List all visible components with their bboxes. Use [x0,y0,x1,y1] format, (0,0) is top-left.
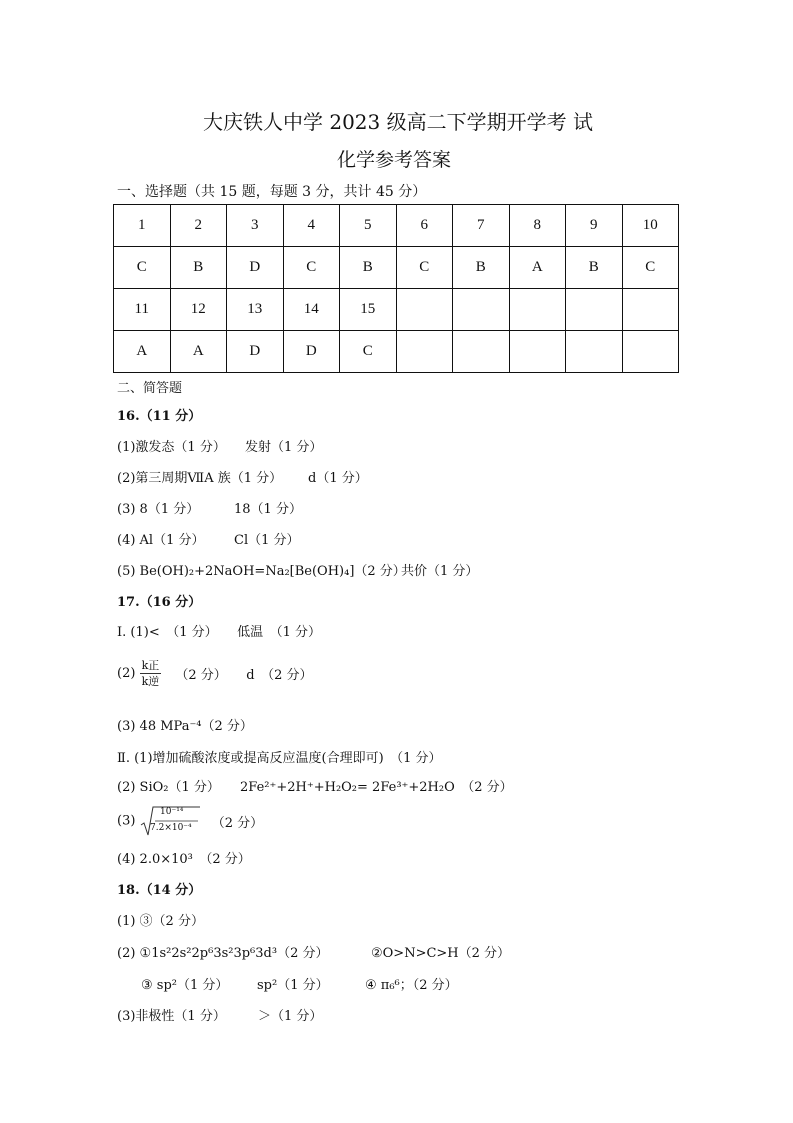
table-cell: A [170,331,227,373]
q17-ii2b: 2Fe²⁺+2H⁺+H₂O₂= 2Fe³⁺+2H₂O （2 分） [240,780,513,795]
table-cell: C [396,247,453,289]
table-cell: C [283,247,340,289]
q16-line2b: d（1 分） [308,471,368,486]
table-cell: C [114,247,171,289]
q17-ii3-score: （2 分） [211,815,264,831]
q16-line4b: Cl（1 分） [234,533,300,548]
q18-heading: 18.（14 分） [117,883,202,898]
table-cell: 3 [227,205,284,247]
q16-line5a: (5) Be(OH)₂+2NaOH=Na₂[Be(OH)₄]（2 分） [117,564,406,579]
q18-line3b: sp²（1 分） [257,978,329,993]
table-cell [453,331,510,373]
q16-line3a: (3) 8（1 分） [117,502,200,517]
table-cell: 13 [227,289,284,331]
q16-line1a: (1)激发态（1 分） [117,440,226,455]
q16-heading: 16.（11 分） [117,409,202,424]
table-cell [566,331,623,373]
q16-line5b: 共价（1 分） [401,564,479,579]
q18-line4a: (3)非极性（1 分） [117,1009,226,1024]
q17-i2 [117,660,313,687]
fraction-denominator: k逆 [141,675,160,688]
table-cell: 8 [509,205,566,247]
table-cell: B [340,247,397,289]
table-cell: 12 [170,289,227,331]
table-cell: D [283,331,340,373]
table-cell [622,331,679,373]
page-title: 大庆铁人中学 2023 级高二下学期开学考 试 [203,110,593,134]
table-cell: 9 [566,205,623,247]
q17-ii1: Ⅱ. (1)增加硫酸浓度或提高反应温度(合理即可) （1 分） [117,751,442,766]
table-cell: B [566,247,623,289]
table-row [114,331,679,373]
table-cell: 10 [622,205,679,247]
table-cell: 1 [114,205,171,247]
q16-line2a: (2)第三周期ⅦA 族（1 分） [117,471,283,486]
section-1-heading: 一、选择题（共 15 题，每题 3 分，共计 45 分） [117,184,427,200]
table-row [114,289,679,331]
table-cell: 6 [396,205,453,247]
table-cell: A [114,331,171,373]
table-cell [509,289,566,331]
q17-i2-label: (2) [117,666,136,681]
table-row [114,247,679,289]
table-cell: 11 [114,289,171,331]
table-cell: B [453,247,510,289]
q18-line4b: ＞（1 分） [258,1009,323,1024]
rate-constant-fraction [140,660,162,687]
table-cell [453,289,510,331]
q17-i2-score: （2 分） d （2 分） [175,668,313,683]
table-cell [396,289,453,331]
q17-ii2a: (2) SiO₂（1 分） [117,780,220,795]
table-cell [396,331,453,373]
table-cell: C [622,247,679,289]
q18-line3a: ③ sp²（1 分） [141,978,229,993]
q16-line3b: 18（1 分） [234,502,302,517]
q18-line2b: ②O>N>C>H（2 分） [371,946,511,961]
section-2-heading: 二、简答题 [117,381,183,396]
table-cell: 5 [340,205,397,247]
table-cell: 14 [283,289,340,331]
q16-line1b: 发射（1 分） [245,440,323,455]
table-cell: 4 [283,205,340,247]
q18-line1: (1) ③（2 分） [117,914,204,929]
fraction-numerator: k正 [141,659,160,672]
page-subtitle: 化学参考答案 [337,149,452,171]
table-cell: D [227,247,284,289]
table-cell [622,289,679,331]
q18-line2a: (2) ①1s²2s²2p⁶3s²3p⁶3d³（2 分） [117,946,329,961]
table-cell: B [170,247,227,289]
table-cell [509,331,566,373]
answer-table [113,204,679,373]
sqrt-numerator: 10⁻¹⁴ [160,807,184,817]
q18-line3c: ④ π₆⁶；（2 分） [365,978,458,993]
table-row [114,205,679,247]
q17-ii3-label: (3) [117,813,136,829]
q17-heading: 17.（16 分） [117,595,202,610]
table-cell: 15 [340,289,397,331]
table-cell: A [509,247,566,289]
sqrt-denominator: 7.2×10⁻⁴ [150,823,192,833]
q16-line4a: (4) Al（1 分） [117,533,205,548]
table-cell: D [227,331,284,373]
table-cell [566,289,623,331]
q17-i3: (3) 48 MPa⁻⁴（2 分） [117,719,253,734]
table-cell: 7 [453,205,510,247]
q17-i1: Ⅰ. (1)< （1 分） 低温 （1 分） [117,625,322,640]
q17-ii4: (4) 2.0×10³ （2 分） [117,852,251,867]
table-cell: 2 [170,205,227,247]
table-cell: C [340,331,397,373]
